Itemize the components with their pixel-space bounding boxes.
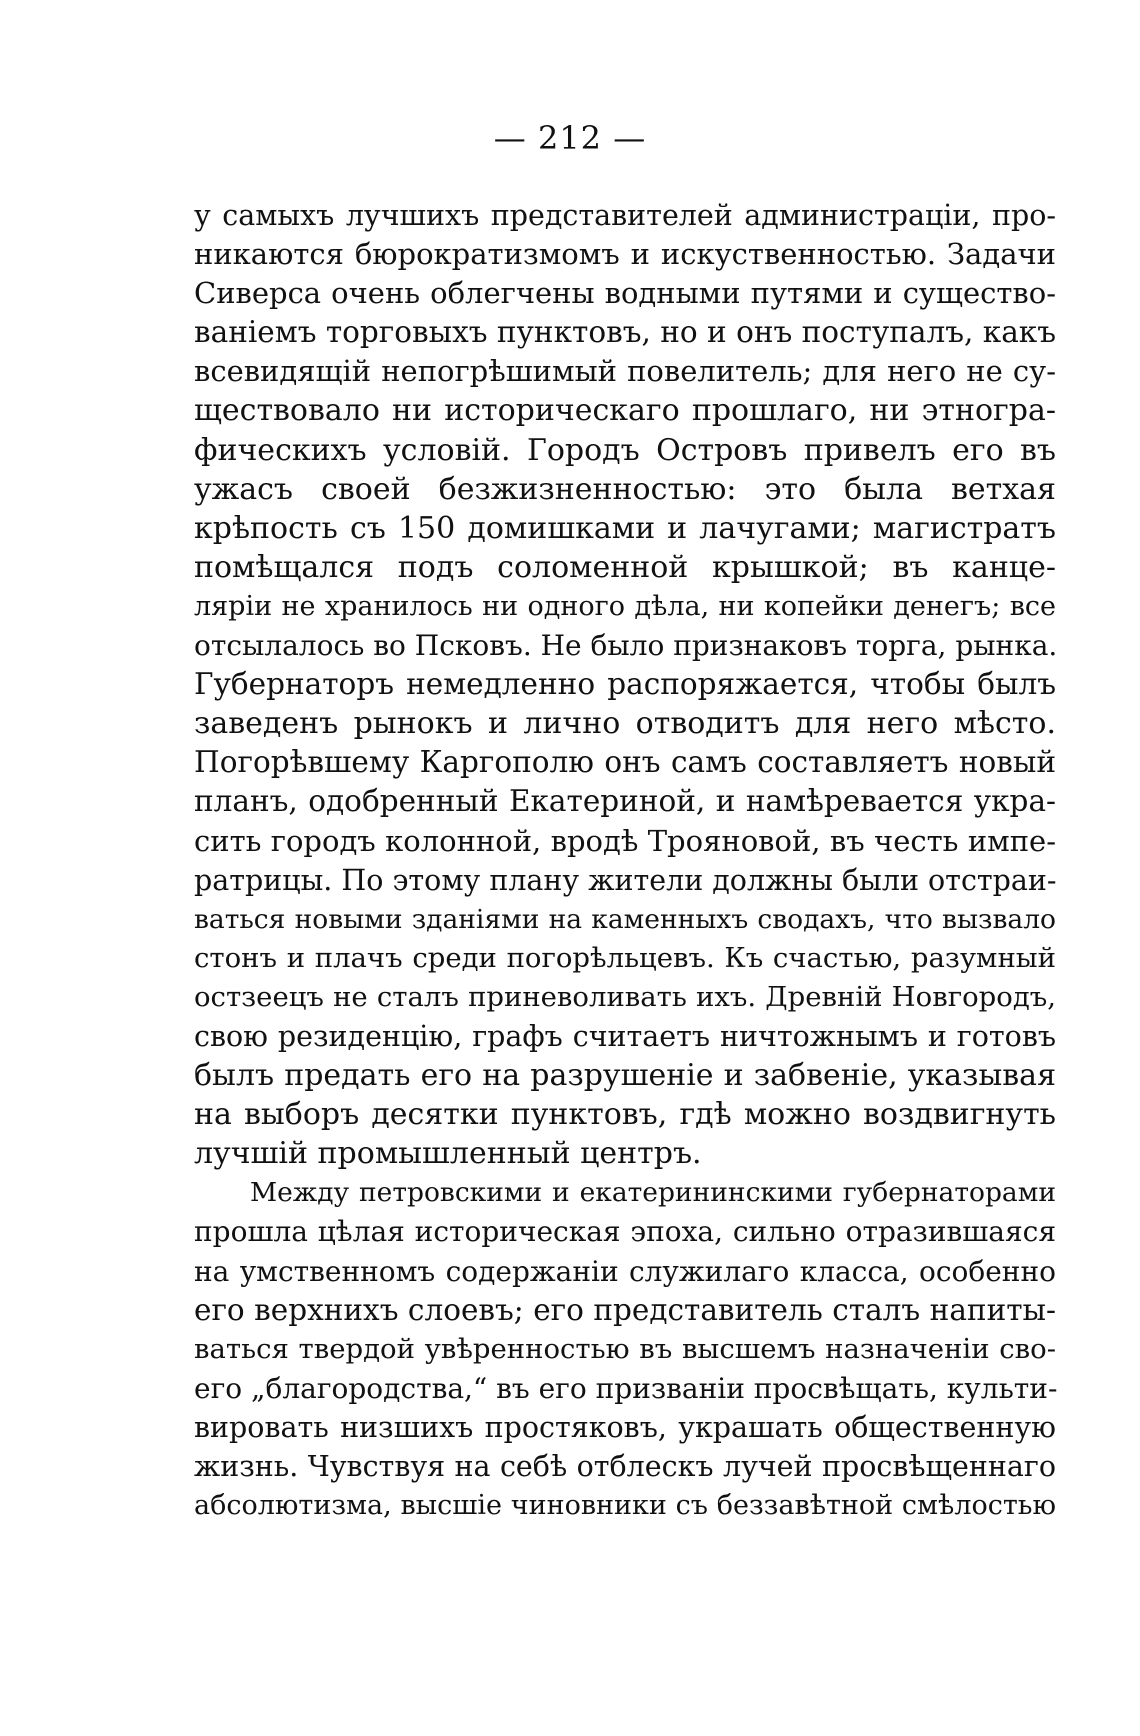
text-line: прошла цѣлая историческая эпоха, сильно отразившаяся: [194, 1215, 1056, 1249]
text-line: крѣпость съ 150 домишками и лачугами; магистратъ: [194, 510, 1056, 546]
text-line: отсылалось во Псковъ. Не было признаковъ торга, рынка.: [194, 629, 1058, 663]
text-line: ваніемъ торговыхъ пунктовъ, но и онъ поступалъ, какъ: [194, 315, 1056, 350]
paragraph-end-line: лучшій промышленный центръ.: [194, 1136, 702, 1172]
text-line: Погорѣвшему Каргополю онъ самъ составляетъ новый: [194, 745, 1056, 780]
text-line: ляріи не хранилось ни одного дѣла, ни копейки денегъ; все: [194, 590, 1056, 622]
text-line: ваться твердой увѣренностью въ высшемъ назначеніи сво-: [194, 1332, 1056, 1365]
text-line: Губернаторъ немедленно распоряжается, чтобы былъ: [194, 667, 1056, 702]
text-line: остзеецъ не сталъ приневоливать ихъ. Древній Новгородъ,: [194, 980, 1056, 1013]
text-line: ществовало ни историческаго прошлаго, ни этногра-: [194, 393, 1056, 429]
text-line: у самыхъ лучшихъ представителей администраціи, про-: [194, 199, 1056, 232]
text-line: на выборъ десятки пунктовъ, гдѣ можно воздвигнуть: [194, 1097, 1056, 1133]
text-line: Сиверса очень облегчены водными путями и существо-: [194, 276, 1056, 311]
text-line: жизнь. Чувствуя на себѣ отблескъ лучей просвѣщеннаго: [194, 1450, 1056, 1483]
text-line: свою резиденцію, графъ считаетъ ничтожнымъ и готовъ: [194, 1019, 1056, 1053]
text-line: ваться новыми зданіями на каменныхъ сводахъ, что вызвало: [194, 903, 1056, 935]
text-line: сить городъ колонной, вродѣ Трояновой, въ честь импе-: [194, 823, 1056, 858]
text-line: стонъ и плачъ среди погорѣльцевъ. Къ счастью, разумный: [194, 941, 1056, 974]
text-line: его „благородства,“ въ его призваніи просвѣщать, культи-: [194, 1371, 1058, 1405]
text-line: помѣщался подъ соломенной крышкой; въ канце-: [194, 549, 1056, 585]
text-line: вировать низшихъ простяковъ, украшать общественную: [194, 1410, 1056, 1444]
text-line: планъ, одобренный Екатериной, и намѣревается укра-: [194, 784, 1056, 819]
text-line: былъ предать его на разрушеніе и забвеніе, указывая: [194, 1058, 1056, 1094]
text-line: абсолютизма, высшіе чиновники съ беззавѣтной смѣлостью: [194, 1490, 1056, 1522]
text-line: заведенъ рынокъ и лично отводитъ для него мѣсто.: [194, 706, 1056, 742]
page-number: — 212 —: [493, 119, 647, 157]
text-line: его верхнихъ слоевъ; его представитель сталъ напиты-: [194, 1292, 1056, 1327]
paragraph-start-line: Между петровскими и екатерининскими губернаторами: [250, 1177, 1056, 1209]
text-line: никаются бюрократизмомъ и искуственностью. Задачи: [194, 237, 1056, 272]
body-text: [194, 196, 1056, 1525]
text-line: ужасъ своей безжизненностью: это была ветхая: [194, 471, 1056, 507]
text-line: всевидящій непогрѣшимый повелитель; для него не су-: [194, 354, 1056, 389]
text-line: фическихъ условій. Городъ Островъ привелъ его въ: [194, 432, 1056, 468]
text-line: на умственномъ содержаніи служилаго класса, особенно: [194, 1254, 1056, 1288]
text-line: ратрицы. По этому плану жители должны были отстраи-: [194, 863, 1057, 897]
